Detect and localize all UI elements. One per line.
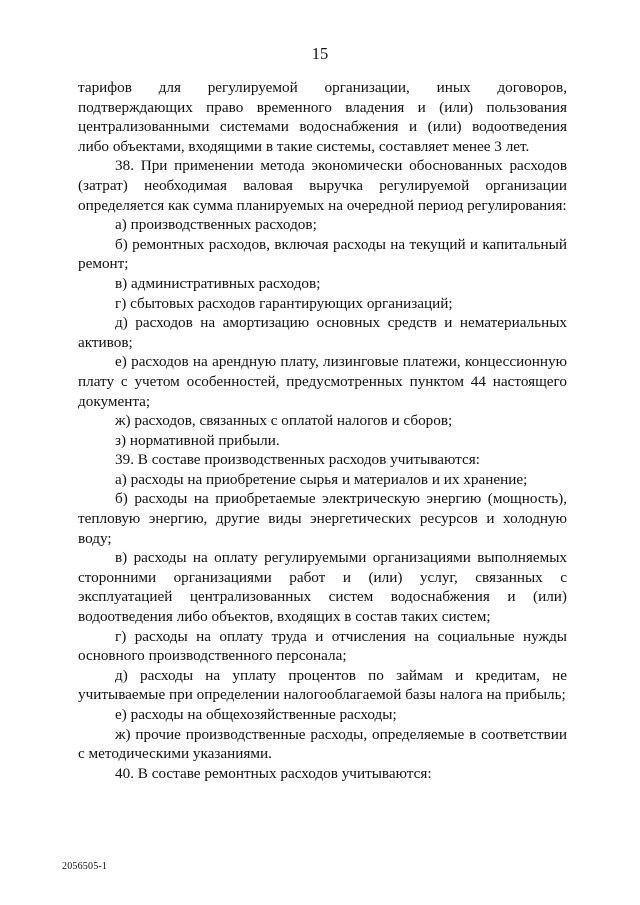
paragraph: а) расходы на приобретение сырья и материалов и их хранение;: [115, 470, 528, 488]
paragraph: г) расходы на оплату труда и отчисления на социальные нужды основного производственного персонала;: [78, 627, 567, 665]
paragraph: б) расходы на приобретаемые электрическую энергию (мощность), тепловую энергию, другие виды энергетических ресурсов и холодную воду;: [78, 490, 567, 547]
paragraph: б) ремонтных расходов, включая расходы на текущий и капитальный ремонт;: [78, 235, 567, 273]
paragraph: а) производственных расходов;: [115, 216, 317, 234]
paragraph: ж) прочие производственные расходы, определяемые в соответствии с методическими указаниями.: [78, 725, 567, 763]
paragraph: тарифов для регулируемой организации, иных договоров, подтверждающих право временного владения и (или) пользования централизованными системами водоснабжения и (или) водоотведения либо объектами, входящими в такие системы, составляет менее 3 лет.: [78, 79, 567, 155]
paragraph: д) расходов на амортизацию основных средств и нематериальных активов;: [78, 314, 567, 351]
paragraph: г) сбытовых расходов гарантирующих организаций;: [115, 294, 453, 312]
paragraph: з) нормативной прибыли.: [115, 431, 280, 449]
paragraph: 38. При применении метода экономически обоснованных расходов (затрат) необходимая валовая выручка регулируемой организации определяется как сумма планируемых на очередной период регулирования:: [78, 157, 567, 214]
paragraph: ж) расходов, связанных с оплатой налогов и сборов;: [115, 412, 453, 430]
document-footer-code: 2056505-1: [62, 861, 108, 872]
paragraph: 39. В составе производственных расходов учитываются:: [115, 451, 480, 469]
paragraph: е) расходы на общехозяйственные расходы;: [115, 706, 397, 723]
document-body: [78, 78, 567, 783]
paragraph: д) расходы на уплату процентов по займам и кредитам, не учитываемые при определении налогооблагаемой базы налога на прибыль;: [78, 666, 567, 704]
paragraph: е) расходов на арендную плату, лизинговые платежи, концессионную плату с учетом особенностей, предусмотренных пунктом 44 настоящего документа;: [78, 353, 567, 410]
paragraph: в) расходы на оплату регулируемыми организациями выполняемых сторонними организациями работ и (или) услуг, связанных с эксплуатацией централизованных систем водоснабжения и (или) водоотведения либо объектов, входящих в состав таких систем;: [78, 549, 567, 626]
paragraph: 40. В составе ремонтных расходов учитываются:: [115, 764, 432, 782]
paragraph: в) административных расходов;: [115, 274, 321, 292]
page-number: 15: [311, 44, 329, 63]
